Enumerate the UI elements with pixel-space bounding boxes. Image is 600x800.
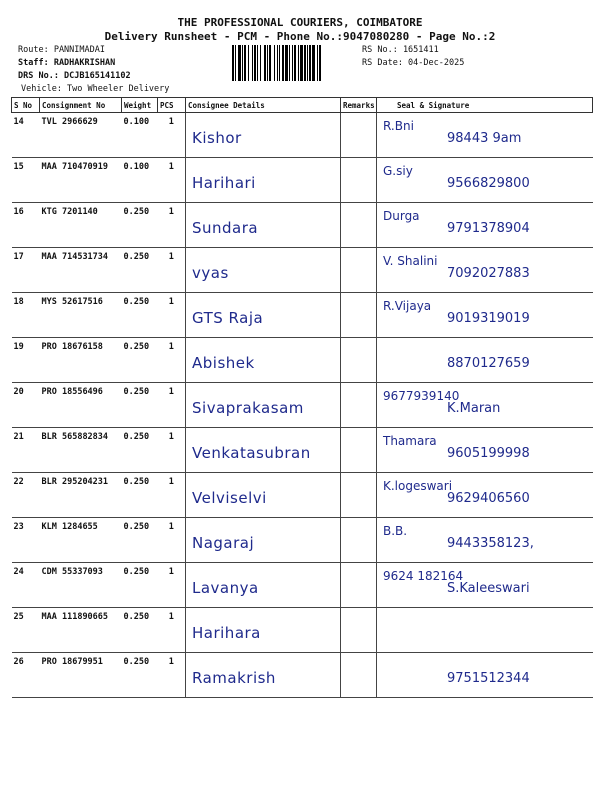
signature-name: 9677939140 [383,389,460,403]
row-pcs: 1 [158,473,186,518]
col-seal: Seal & Signature [377,98,593,113]
consignee-cell [186,293,341,338]
barcode-bar [274,45,275,81]
barcode-bar [298,45,299,81]
row-weight: 0.250 [122,203,158,248]
col-sno: S No [12,98,40,113]
barcode-bar [307,45,308,81]
col-consignment: Consignment No [40,98,122,113]
consignee-cell [186,338,341,383]
rs-date: RS Date: 04-Dec-2025 [362,58,465,68]
consignee-cell [186,383,341,428]
row-weight: 0.250 [122,608,158,653]
signature-cell [377,608,593,653]
row-weight: 0.250 [122,293,158,338]
table-row [12,203,593,248]
row-sno: 22 [12,473,40,518]
signature-phone: S.Kaleeswari [447,581,530,596]
remarks-cell [341,203,377,248]
company-title: THE PROFESSIONAL COURIERS, COIMBATORE [177,16,423,29]
signature-phone: 9566829800 [447,176,530,191]
consignee-cell [186,518,341,563]
barcode-bar [232,45,234,81]
table-row [12,293,593,338]
consignee-name: Velviselvi [192,489,267,507]
consignee-cell [186,563,341,608]
barcode-bar [285,45,288,81]
barcode-bar [254,45,256,81]
signature-cell [377,383,593,428]
row-weight: 0.250 [122,248,158,293]
signature-cell [377,563,593,608]
signature-name: 9624 182164 [383,569,464,583]
row-consignment: TVL 2966629 [40,113,122,158]
row-consignment: PRO 18679951 [40,653,122,698]
consignee-cell [186,158,341,203]
signature-cell [377,473,593,518]
barcode-bar [300,45,303,81]
row-weight: 0.250 [122,338,158,383]
row-sno: 20 [12,383,40,428]
signature-phone: 98443 9am [447,131,522,146]
consignee-name: Lavanya [192,579,259,597]
row-consignment: MAA 111890665 [40,608,122,653]
signature-cell [377,338,593,383]
signature-cell [377,248,593,293]
remarks-cell [341,608,377,653]
barcode-bar [242,45,243,81]
table-row [12,113,593,158]
barcode-bar [248,45,249,81]
barcode [232,45,356,81]
row-sno: 17 [12,248,40,293]
row-pcs: 1 [158,653,186,698]
signature-name: Thamara [383,434,437,448]
remarks-cell [341,473,377,518]
signature-cell [377,428,593,473]
consignee-name: Kishor [192,129,242,147]
signature-name: Durga [383,209,420,223]
row-consignment: MAA 714531734 [40,248,122,293]
row-consignment: PRO 18676158 [40,338,122,383]
row-sno: 18 [12,293,40,338]
row-pcs: 1 [158,383,186,428]
row-sno: 19 [12,338,40,383]
row-pcs: 1 [158,518,186,563]
barcode-bar [277,45,278,81]
table-row [12,248,593,293]
signature-name: B.B. [383,524,408,538]
table-row [12,473,593,518]
consignee-cell [186,653,341,698]
row-consignment: MYS 52617516 [40,293,122,338]
signature-phone: 7092027883 [447,266,530,281]
barcode-bar [309,45,311,81]
table-row [12,653,593,698]
table-row [12,518,593,563]
barcode-bar [304,45,306,81]
consignee-name: GTS Raja [192,309,264,327]
col-remarks: Remarks [341,98,377,113]
row-pcs: 1 [158,428,186,473]
rs-number: RS No.: 1651411 [362,45,439,55]
table-row [12,428,593,473]
row-sno: 23 [12,518,40,563]
row-sno: 16 [12,203,40,248]
barcode-bar [279,45,280,81]
barcode-bar [292,45,293,81]
row-weight: 0.250 [122,428,158,473]
table-row [12,563,593,608]
consignee-cell [186,473,341,518]
row-weight: 0.250 [122,563,158,608]
consignee-name: Harihari [192,174,256,192]
row-weight: 0.250 [122,473,158,518]
row-consignment: BLR 295204231 [40,473,122,518]
barcode-bar [238,45,241,81]
table-row [12,338,593,383]
row-pcs: 1 [158,113,186,158]
barcode-bar [319,45,321,81]
remarks-cell [341,293,377,338]
barcode-bar [264,45,266,81]
signature-phone: 9443358123, [447,536,534,551]
drs-number: DRS No.: DCJB165141102 [18,71,131,81]
barcode-bar [244,45,246,81]
row-weight: 0.100 [122,113,158,158]
col-consignee: Consignee Details [186,98,341,113]
barcode-bar [269,45,271,81]
signature-cell [377,653,593,698]
barcode-bar [317,45,318,81]
signature-phone: 9605199998 [447,446,530,461]
consignee-name: Harihara [192,624,261,642]
remarks-cell [341,518,377,563]
consignee-cell [186,203,341,248]
signature-cell [377,158,593,203]
staff-label: Staff: RADHAKRISHAN [18,58,116,68]
row-consignment: BLR 565882834 [40,428,122,473]
remarks-cell [341,428,377,473]
row-pcs: 1 [158,248,186,293]
remarks-cell [341,653,377,698]
signature-phone: 8870127659 [447,356,530,371]
barcode-bar [294,45,296,81]
row-pcs: 1 [158,563,186,608]
consignee-cell [186,248,341,293]
remarks-cell [341,383,377,428]
table-header [12,98,593,113]
row-sno: 21 [12,428,40,473]
row-consignment: KTG 7201140 [40,203,122,248]
remarks-cell [341,338,377,383]
barcode-bar [282,45,284,81]
barcode-bar [312,45,315,81]
table-row [12,158,593,203]
consignee-name: Sundara [192,219,259,237]
consignee-cell [186,428,341,473]
signature-phone: 9791378904 [447,221,530,236]
runsheet-table [11,97,593,698]
consignee-name: Sivaprakasam [192,399,304,417]
barcode-bar [252,45,253,81]
signature-phone: 9629406560 [447,491,530,506]
row-consignment: CDM 55337093 [40,563,122,608]
row-pcs: 1 [158,608,186,653]
row-sno: 14 [12,113,40,158]
signature-name: R.Vijaya [383,299,432,313]
remarks-cell [341,158,377,203]
signature-cell [377,113,593,158]
signature-name: V. Shalini [383,254,438,268]
row-weight: 0.100 [122,158,158,203]
col-weight: Weight [122,98,158,113]
row-pcs: 1 [158,158,186,203]
vehicle-label: Vehicle: Two Wheeler Delivery [21,84,170,94]
row-sno: 15 [12,158,40,203]
row-weight: 0.250 [122,653,158,698]
consignee-name: vyas [192,264,229,282]
table-row [12,383,593,428]
consignee-name: Abishek [192,354,255,372]
signature-name: G.siy [383,164,413,178]
barcode-bar [257,45,258,81]
signature-phone: 9019319019 [447,311,530,326]
route-label: Route: PANNIMADAI [18,45,105,55]
row-pcs: 1 [158,338,186,383]
signature-phone: 9751512344 [447,671,530,686]
consignee-name: Venkatasubran [192,444,311,462]
barcode-bar [260,45,261,81]
consignee-name: Ramakrish [192,669,276,687]
table-body [12,113,593,698]
row-consignment: KLM 1284655 [40,518,122,563]
row-sno: 24 [12,563,40,608]
remarks-cell [341,563,377,608]
row-pcs: 1 [158,293,186,338]
signature-phone: K.Maran [447,401,501,416]
consignee-cell [186,113,341,158]
consignee-name: Nagaraj [192,534,255,552]
table-row [12,608,593,653]
row-consignment: MAA 710470919 [40,158,122,203]
signature-cell [377,518,593,563]
row-weight: 0.250 [122,518,158,563]
consignee-cell [186,608,341,653]
signature-cell [377,203,593,248]
col-pcs: PCS [158,98,186,113]
signature-name: R.Bni [383,119,414,133]
barcode-bar [289,45,290,81]
runsheet-subtitle: Delivery Runsheet - PCM - Phone No.:9047080280 - Page No.:2 [104,30,496,43]
remarks-cell [341,113,377,158]
barcode-bar [235,45,236,81]
barcode-bar [267,45,268,81]
row-sno: 25 [12,608,40,653]
row-weight: 0.250 [122,383,158,428]
row-pcs: 1 [158,203,186,248]
signature-name: K.logeswari [383,479,453,493]
row-sno: 26 [12,653,40,698]
remarks-cell [341,248,377,293]
signature-cell [377,293,593,338]
row-consignment: PRO 18556496 [40,383,122,428]
